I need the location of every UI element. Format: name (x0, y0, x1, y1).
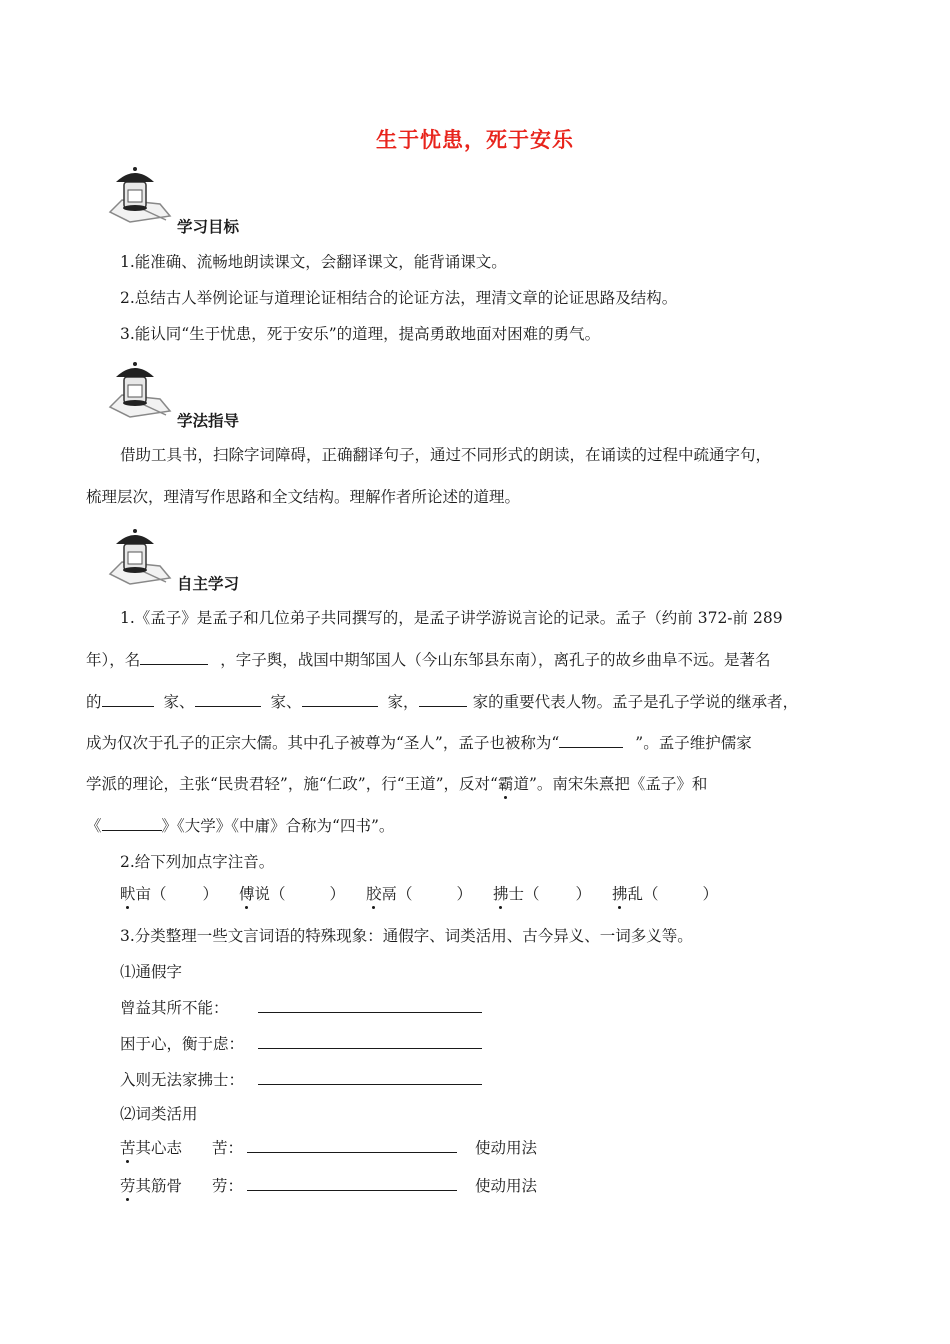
answer-blank[interactable] (195, 692, 261, 707)
pinyin-item: 拂士（ ） (492, 885, 591, 903)
tongjia-item-3: 入则无法家拂士： (120, 1071, 245, 1089)
section-title-goals: 学习目标 (177, 218, 240, 236)
pinyin-item: 畎亩（ ） (120, 885, 219, 903)
section-title-method: 学法指导 (177, 412, 240, 430)
pinyin-item: 胶鬲（ ） (365, 885, 473, 903)
q1-line-1: 1.《孟子》是孟子和几位弟子共同撰写的，是孟子讲学游说言论的记录。孟子（约前 372-前 289 (120, 609, 783, 627)
page-title: 生于忧患，死于安乐 (376, 128, 574, 152)
answer-blank[interactable] (102, 816, 162, 831)
answer-blank[interactable] (302, 692, 378, 707)
pinyin-item: 傅说（ ） (238, 885, 346, 903)
huoyong-item-1: 苦其心志 苦： (120, 1139, 244, 1157)
answer-line[interactable] (258, 1084, 482, 1085)
q1-line-3: 的 家、 家、 家， 家的重要代表人物。孟子是孔子学说的继承者， (86, 693, 799, 711)
answer-blank[interactable] (559, 733, 623, 748)
huoyong-item-2: 劳其筋骨 劳： (120, 1177, 244, 1195)
answer-blank[interactable] (419, 692, 467, 707)
goal-item-2: 2.总结古人举例论证与道理论证相结合的论证方法，理清文章的论证思路及结构。 (120, 289, 678, 307)
pinyin-item: 拂乱（ ） (611, 885, 718, 903)
method-line-1: 借助工具书，扫除字词障碍，正确翻译句子，通过不同形式的朗读，在诵读的过程中疏通字句， (120, 446, 772, 464)
lamp-icon (100, 355, 180, 423)
section-title-self-study: 自主学习 (177, 575, 240, 593)
lamp-icon (100, 160, 180, 228)
answer-line[interactable] (247, 1152, 457, 1153)
q1-line-6: 《 》《大学》《中庸》合称为“四书”。 (86, 817, 395, 835)
q3-sub-tongjia: ⑴通假字 (120, 963, 183, 981)
answer-blank[interactable] (140, 650, 208, 665)
dotted-char: 霸 (497, 775, 514, 793)
answer-line[interactable] (258, 1048, 482, 1049)
usage-label: 使动用法 (475, 1139, 538, 1157)
usage-label: 使动用法 (475, 1177, 538, 1195)
q3-sub-huoyong: ⑵词类活用 (120, 1105, 198, 1123)
q1-line-5: 学派的理论，主张“民贵君轻”，施“仁政”，行“王道”，反对“霸道”。南宋朱熹把《孟子》和 (86, 775, 708, 793)
goal-item-1: 1.能准确、流畅地朗读课文，会翻译课文，能背诵课文。 (120, 253, 507, 271)
tongjia-item-2: 困于心，衡于虑： (120, 1035, 245, 1053)
q1-line-2: 年），名 ，字子舆，战国中期邹国人（今山东邹县东南），离孔子的故乡曲阜不远。是著名 (86, 651, 771, 669)
q3-label: 3.分类整理一些文言词语的特殊现象：通假字、词类活用、古今异义、一词多义等。 (120, 927, 693, 945)
answer-line[interactable] (247, 1190, 457, 1191)
method-line-2: 梳理层次，理清写作思路和全文结构。理解作者所论述的道理。 (86, 488, 521, 506)
q2-label: 2.给下列加点字注音。 (120, 853, 275, 871)
answer-line[interactable] (258, 1012, 482, 1013)
answer-blank[interactable] (102, 692, 154, 707)
q2-pinyin-row (120, 882, 718, 904)
q1-line-4: 成为仅次于孔子的正宗大儒。其中孔子被尊为“圣人”，孟子也被称为“ ”。孟子维护儒家 (86, 734, 752, 752)
tongjia-item-1: 曾益其所不能： (120, 999, 229, 1017)
goal-item-3: 3.能认同“生于忧患，死于安乐”的道理，提高勇敢地面对困难的勇气。 (120, 325, 601, 343)
lamp-icon (100, 522, 180, 590)
